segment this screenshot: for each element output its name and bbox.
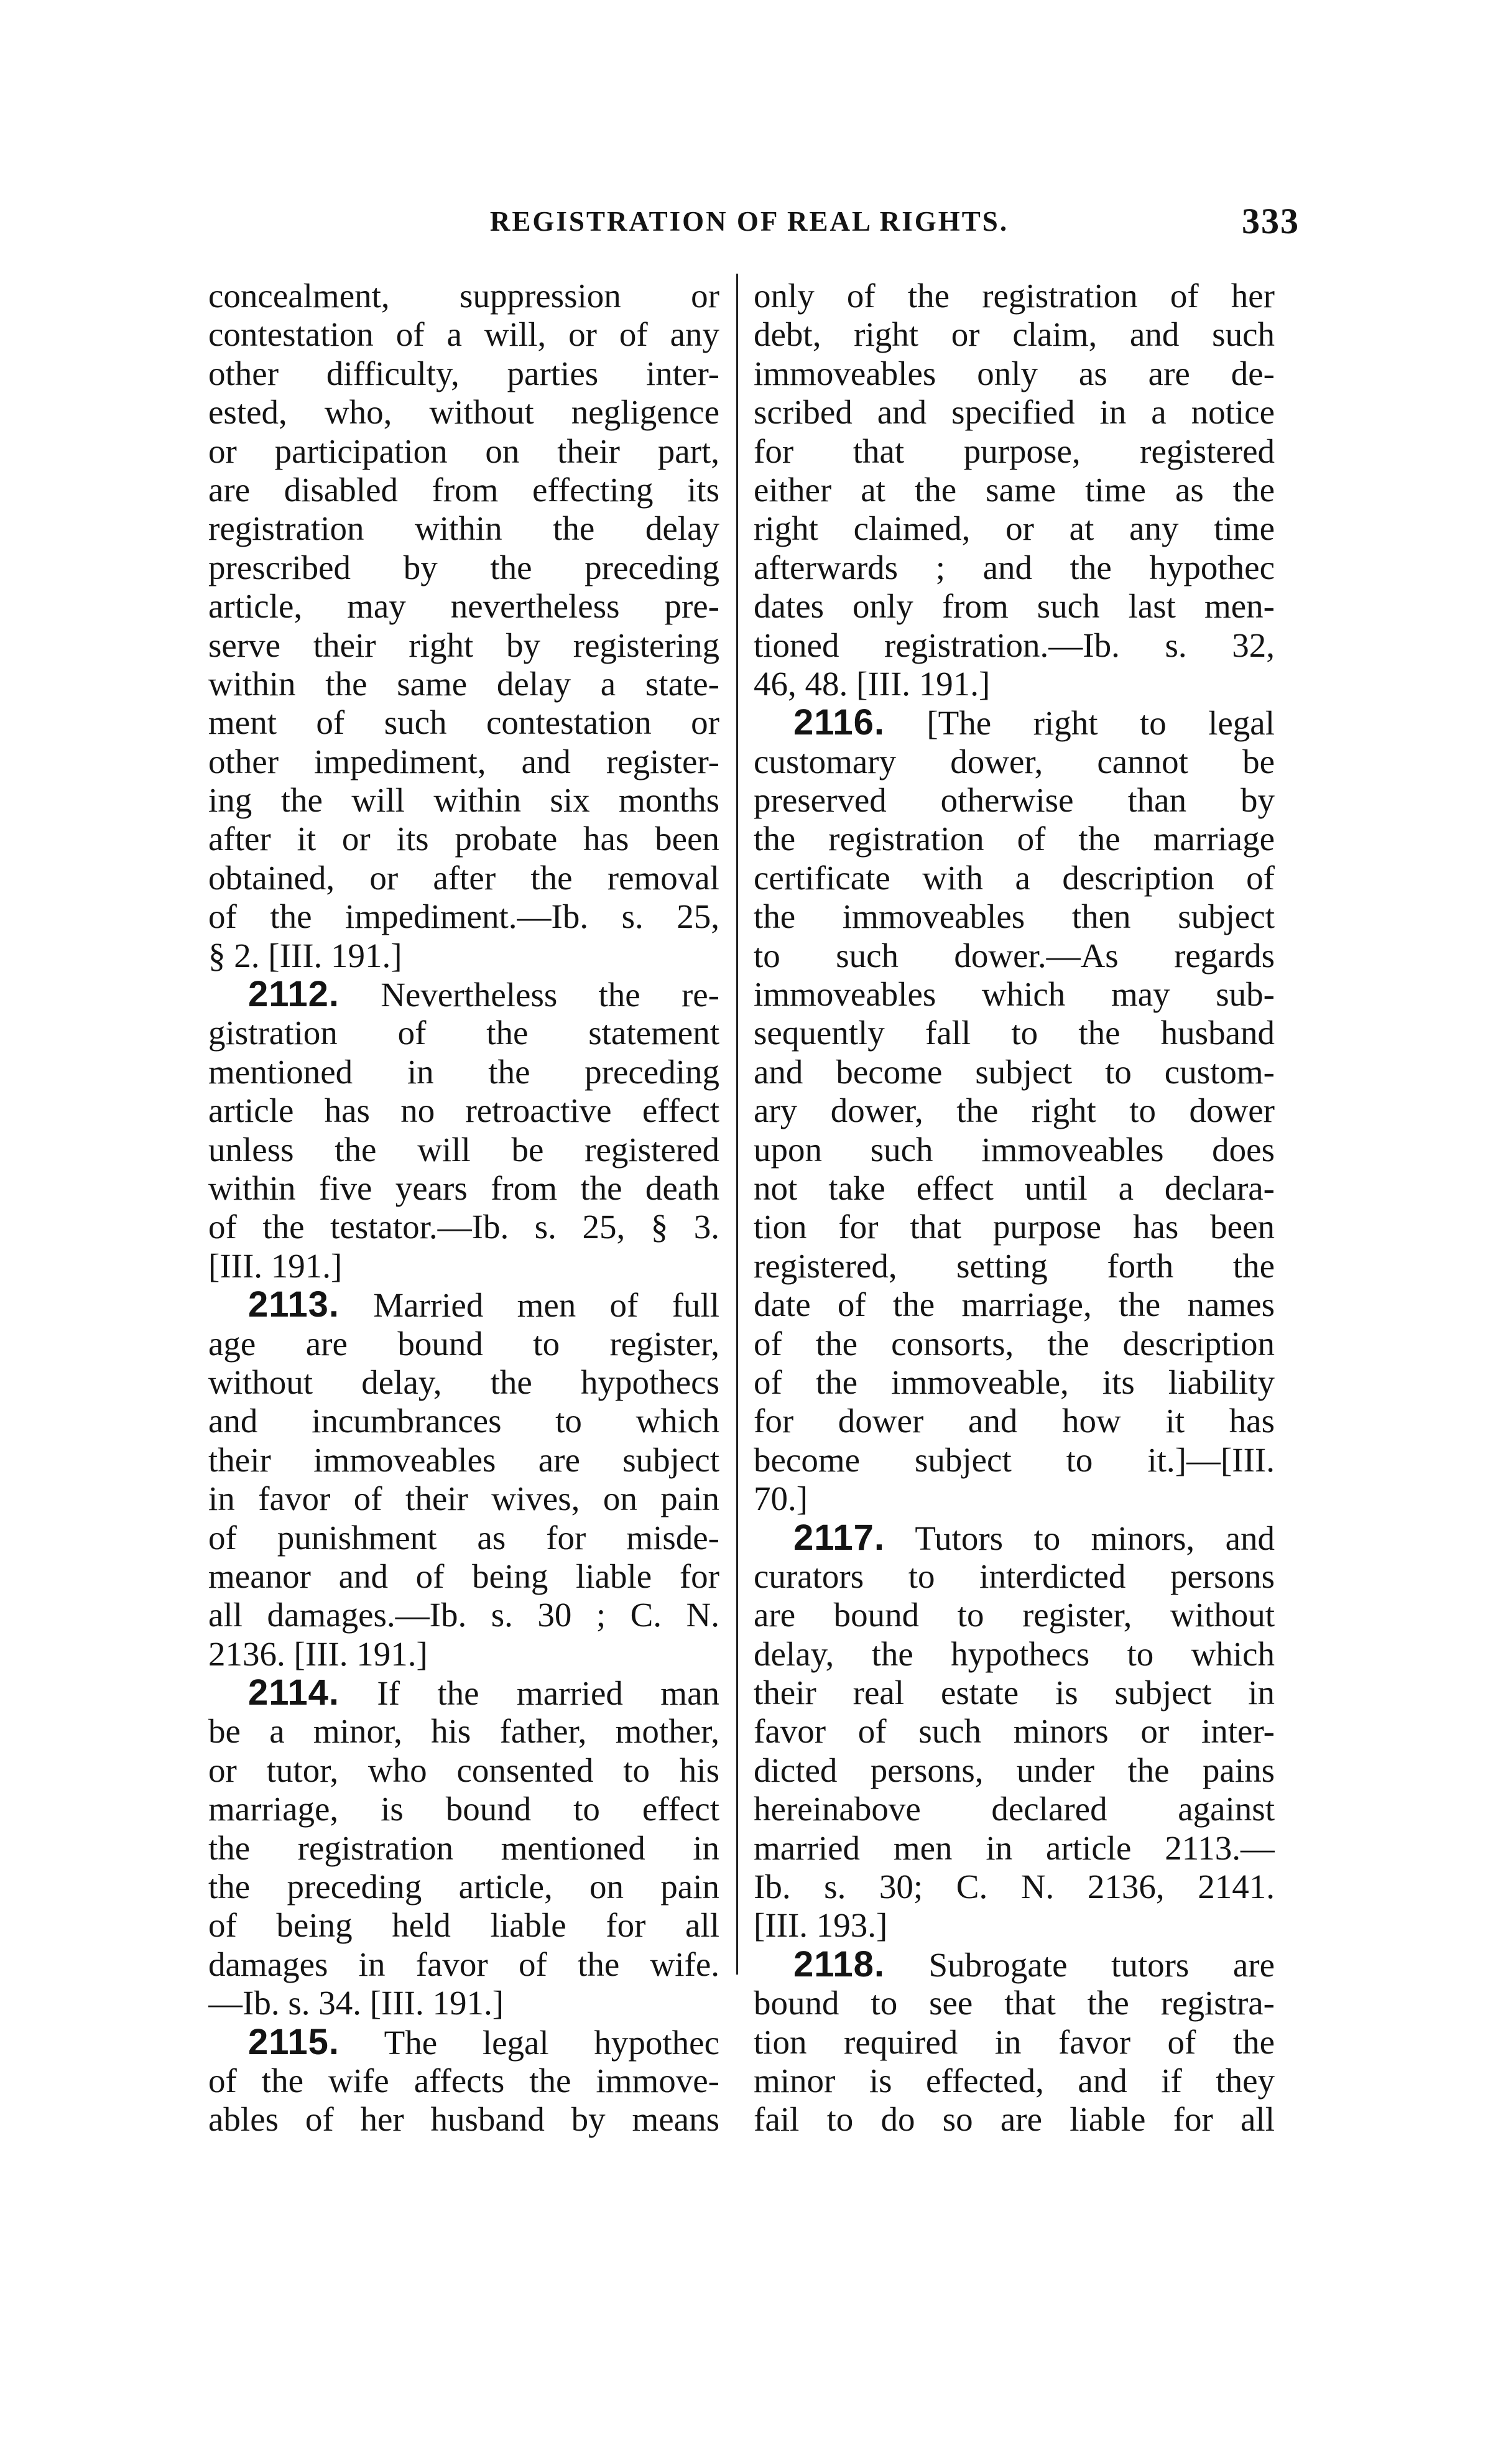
text-line	[208, 1906, 719, 1945]
line-text: Nevertheless the re-	[339, 976, 719, 1014]
line-text: marriage, is bound to effect	[208, 1790, 719, 1828]
text-line	[754, 820, 1275, 858]
line-text: ing the will within six months	[208, 781, 719, 820]
text-line	[754, 509, 1275, 548]
text-line	[208, 897, 719, 936]
text-line	[208, 859, 719, 897]
running-head	[211, 201, 1300, 249]
line-text: and incumbrances to which	[208, 1402, 719, 1440]
right-column	[754, 277, 1275, 2139]
line-text: 46, 48. [III. 191.]	[754, 664, 991, 703]
article-number: 2118.	[793, 1945, 885, 1985]
line-text: their immoveables are subject	[208, 1440, 719, 1479]
text-line	[754, 471, 1275, 509]
text-line	[208, 354, 719, 393]
text-line	[754, 277, 1275, 315]
line-text: be a minor, his father, mother,	[208, 1712, 719, 1751]
line-text: without delay, the hypothecs	[208, 1363, 719, 1401]
text-line	[754, 1480, 1275, 1518]
line-text: the registration mentioned in	[208, 1828, 719, 1867]
column-divider	[736, 274, 738, 1975]
line-text: Tutors to minors, and	[884, 1519, 1275, 1557]
line-text: of the impediment.—Ib. s. 25,	[208, 897, 719, 936]
text-line	[754, 1014, 1275, 1052]
text-line	[208, 1208, 719, 1246]
text-line	[754, 859, 1275, 897]
line-text: the immoveables then subject	[754, 897, 1275, 936]
text-line	[754, 1984, 1275, 2022]
line-text: fail to do so are liable for all	[754, 2100, 1275, 2139]
text-line	[208, 743, 719, 781]
text-line	[754, 2100, 1275, 2139]
text-line	[208, 1131, 719, 1169]
line-text: ested, who, without negligence	[208, 393, 719, 432]
text-line	[754, 1557, 1275, 1596]
line-text: customary dower, cannot be	[754, 742, 1275, 780]
text-line	[754, 743, 1275, 781]
line-text: curators to interdicted persons	[754, 1557, 1275, 1595]
line-text: upon such immoveables does	[754, 1130, 1275, 1169]
line-text: delay, the hypothecs to which	[754, 1634, 1275, 1673]
line-text: the registration of the marriage	[754, 820, 1275, 858]
text-line	[208, 1363, 719, 1402]
text-line	[754, 1131, 1275, 1169]
text-line	[754, 393, 1275, 432]
line-text: bound to see that the registra-	[754, 1984, 1275, 2022]
line-text: [The right to legal	[884, 704, 1275, 743]
text-line	[208, 626, 719, 665]
text-line	[208, 1014, 719, 1052]
text-line	[754, 1906, 1275, 1945]
article-number: 2116.	[793, 703, 885, 743]
line-text: registration within the delay	[208, 509, 719, 548]
line-text: not take effect until a declara-	[754, 1169, 1275, 1207]
text-line	[208, 1247, 719, 1285]
text-line	[208, 432, 719, 471]
text-line	[754, 315, 1275, 354]
text-line	[208, 1751, 719, 1790]
text-line	[754, 897, 1275, 936]
text-line	[208, 315, 719, 354]
line-text: dates only from such last men-	[754, 587, 1275, 626]
text-line	[208, 1984, 719, 2022]
line-text: Ib. s. 30; C. N. 2136, 2141.	[754, 1868, 1275, 1906]
text-line	[208, 2100, 719, 2139]
text-line	[208, 1635, 719, 1674]
text-line	[208, 1557, 719, 1596]
line-text: article has no retroactive effect	[208, 1091, 719, 1130]
text-line	[208, 1169, 719, 1208]
text-line	[208, 471, 719, 509]
line-text: immoveables which may sub-	[754, 975, 1275, 1014]
text-line	[208, 1091, 719, 1130]
text-line	[208, 820, 719, 858]
text-line	[754, 2023, 1275, 2062]
line-text: tion required in favor of the	[754, 2022, 1275, 2061]
text-line	[754, 1208, 1275, 1246]
text-line	[754, 1674, 1275, 1712]
line-text: tion for that purpose has been	[754, 1208, 1275, 1246]
text-line	[754, 1402, 1275, 1440]
text-line	[208, 587, 719, 626]
line-text: and become subject to custom-	[754, 1052, 1275, 1091]
line-text: § 2. [III. 191.]	[208, 936, 402, 975]
line-text: certificate with a description of	[754, 858, 1275, 897]
line-text: ment of such contestation or	[208, 703, 719, 742]
text-line	[208, 1519, 719, 1557]
line-text: gistration of the statement	[208, 1014, 719, 1052]
text-line	[754, 1285, 1275, 1324]
article-number: 2117.	[793, 1518, 885, 1557]
text-line	[208, 1829, 719, 1868]
line-text: of the immoveable, its liability	[754, 1363, 1275, 1401]
article-number: 2114.	[248, 1674, 340, 1713]
line-text: right claimed, or at any time	[754, 509, 1275, 548]
line-text: their real estate is subject in	[754, 1674, 1275, 1712]
text-line	[208, 1945, 719, 1984]
line-text: are bound to register, without	[754, 1596, 1275, 1634]
text-line	[208, 509, 719, 548]
text-line	[208, 1712, 719, 1751]
running-title: REGISTRATION OF REAL RIGHTS.	[489, 206, 1009, 237]
line-text: other difficulty, parties inter-	[208, 354, 719, 392]
line-text: or tutor, who consented to his	[208, 1751, 719, 1789]
line-text: age are bound to register,	[208, 1324, 719, 1363]
text-line	[754, 1053, 1275, 1091]
text-line	[754, 1635, 1275, 1674]
article-first-line	[208, 975, 719, 1014]
text-line	[754, 1441, 1275, 1480]
line-text: immoveables only as are de-	[754, 354, 1275, 392]
text-line	[208, 665, 719, 703]
line-text: [III. 191.]	[208, 1246, 343, 1285]
text-line	[754, 626, 1275, 665]
line-text: debt, right or claim, and such	[754, 315, 1275, 354]
text-line	[754, 2062, 1275, 2100]
line-text: concealment, suppression or	[208, 277, 719, 315]
article-first-line	[754, 1519, 1275, 1557]
text-line	[208, 1441, 719, 1480]
text-line	[208, 1402, 719, 1440]
line-text: favor of such minors or inter-	[754, 1712, 1275, 1751]
line-text: only of the registration of her	[754, 277, 1275, 315]
line-text: hereinabove declared against	[754, 1790, 1275, 1828]
article-first-line	[208, 1674, 719, 1712]
line-text: 70.]	[754, 1480, 808, 1518]
text-line	[208, 549, 719, 587]
text-line	[754, 1790, 1275, 1828]
line-text: preserved otherwise than by	[754, 781, 1275, 820]
text-line	[754, 1363, 1275, 1402]
text-line	[754, 587, 1275, 626]
text-line	[208, 937, 719, 975]
line-text: contestation of a will, or of any	[208, 315, 719, 354]
line-text: Married men of full	[339, 1286, 719, 1325]
text-line	[208, 1053, 719, 1091]
line-text: of the wife affects the immove-	[208, 2061, 719, 2100]
line-text: for that purpose, registered	[754, 432, 1275, 470]
article-number: 2112.	[248, 975, 340, 1014]
line-text: prescribed by the preceding	[208, 548, 719, 586]
text-line	[208, 2062, 719, 2100]
article-number: 2113.	[248, 1285, 340, 1325]
text-line	[208, 1325, 719, 1363]
text-line	[754, 1868, 1275, 1906]
line-text: afterwards ; and the hypothec	[754, 548, 1275, 586]
text-line	[208, 1596, 719, 1634]
line-text: of the consorts, the description	[754, 1324, 1275, 1363]
text-line	[754, 549, 1275, 587]
text-line	[208, 277, 719, 315]
text-line	[754, 432, 1275, 471]
line-text: within the same delay a state-	[208, 664, 719, 703]
line-text: either at the same time as the	[754, 470, 1275, 509]
text-line	[754, 1325, 1275, 1363]
line-text: sequently fall to the husband	[754, 1014, 1275, 1052]
line-text: meanor and of being liable for	[208, 1557, 719, 1595]
line-text: in favor of their wives, on pain	[208, 1480, 719, 1518]
text-line	[754, 1596, 1275, 1634]
line-text: serve their right by registering	[208, 626, 719, 664]
line-text: The legal hypothec	[339, 2023, 719, 2062]
line-text: to such dower.—As regards	[754, 936, 1275, 975]
text-line	[754, 665, 1275, 703]
line-text: for dower and how it has	[754, 1402, 1275, 1440]
line-text: ary dower, the right to dower	[754, 1091, 1275, 1130]
line-text: the preceding article, on pain	[208, 1868, 719, 1906]
text-line	[208, 1790, 719, 1828]
text-line	[208, 1480, 719, 1518]
article-first-line	[754, 703, 1275, 742]
line-text: If the married man	[339, 1674, 719, 1713]
line-text: of the testator.—Ib. s. 25, § 3.	[208, 1208, 719, 1246]
line-text: of being held liable for all	[208, 1906, 719, 1945]
line-text: —Ib. s. 34. [III. 191.]	[208, 1984, 504, 2022]
text-line	[754, 354, 1275, 393]
line-text: or participation on their part,	[208, 432, 719, 470]
article-number: 2115.	[248, 2022, 340, 2062]
line-text: married men in article 2113.—	[754, 1828, 1275, 1867]
text-line	[754, 1247, 1275, 1285]
line-text: damages in favor of the wife.	[208, 1945, 719, 1983]
text-line	[754, 937, 1275, 975]
line-text: after it or its probate has been	[208, 820, 719, 858]
line-text: mentioned in the preceding	[208, 1052, 719, 1091]
line-text: unless the will be registered	[208, 1130, 719, 1169]
text-line	[754, 1829, 1275, 1868]
text-line	[208, 393, 719, 432]
text-line	[208, 703, 719, 742]
line-text: dicted persons, under the pains	[754, 1751, 1275, 1789]
text-line	[208, 1868, 719, 1906]
line-text: minor is effected, and if they	[754, 2061, 1275, 2100]
text-line	[754, 1751, 1275, 1790]
text-line	[754, 1091, 1275, 1130]
article-first-line	[208, 2023, 719, 2062]
text-line	[754, 1712, 1275, 1751]
line-text: are disabled from effecting its	[208, 470, 719, 509]
text-line	[754, 781, 1275, 820]
line-text: 2136. [III. 191.]	[208, 1634, 428, 1673]
line-text: Subrogate tutors are	[884, 1945, 1275, 1984]
text-line	[754, 975, 1275, 1014]
line-text: tioned registration.—Ib. s. 32,	[754, 626, 1275, 664]
article-first-line	[208, 1285, 719, 1324]
line-text: obtained, or after the removal	[208, 858, 719, 897]
line-text: become subject to it.]—[III.	[754, 1440, 1275, 1479]
line-text: other impediment, and register-	[208, 742, 719, 780]
left-column	[208, 277, 719, 2139]
line-text: scribed and specified in a notice	[754, 393, 1275, 432]
line-text: all damages.—Ib. s. 30 ; C. N.	[208, 1596, 719, 1634]
line-text: date of the marriage, the names	[754, 1285, 1275, 1324]
line-text: ables of her husband by means	[208, 2100, 719, 2139]
text-line	[754, 1169, 1275, 1208]
line-text: [III. 193.]	[754, 1906, 888, 1945]
text-line	[208, 781, 719, 820]
page-number: 333	[1242, 201, 1300, 241]
line-text: within five years from the death	[208, 1169, 719, 1207]
line-text: article, may nevertheless pre-	[208, 587, 719, 626]
line-text: registered, setting forth the	[754, 1246, 1275, 1285]
line-text: of punishment as for misde-	[208, 1518, 719, 1557]
article-first-line	[754, 1945, 1275, 1984]
